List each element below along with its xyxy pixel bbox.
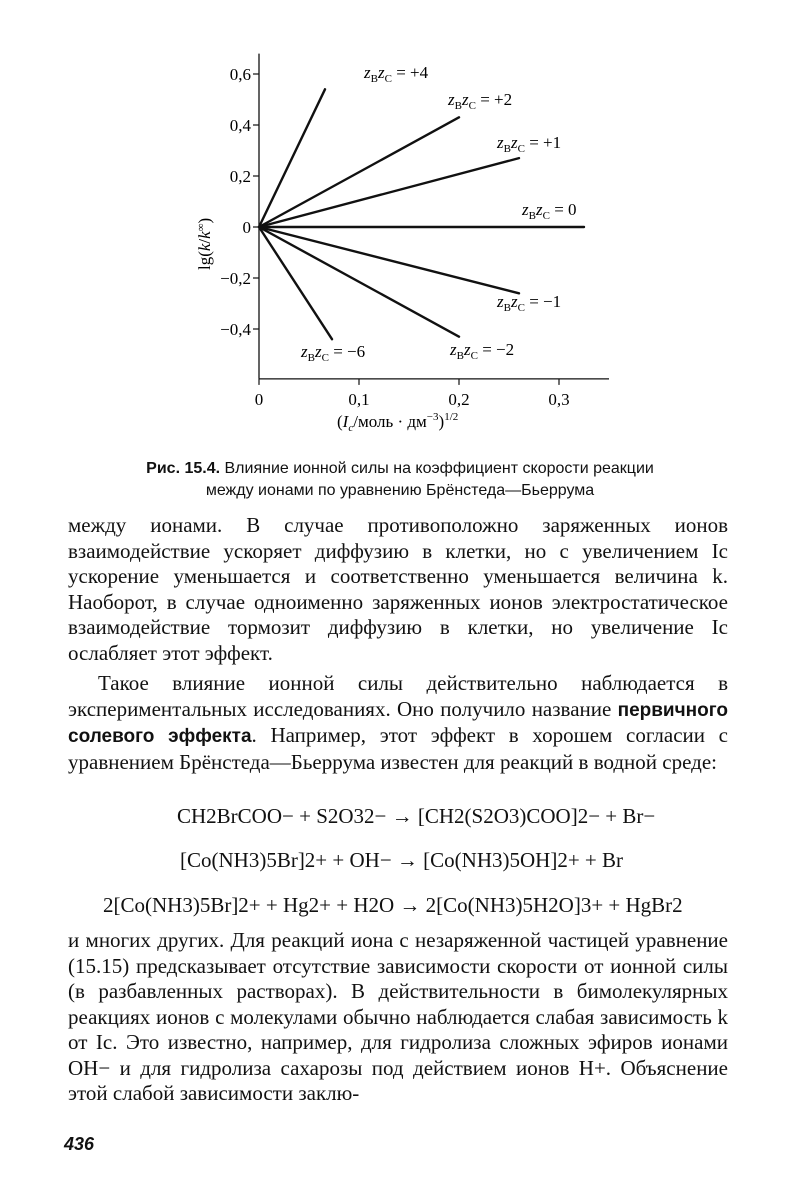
y-tick-label: 0 [242, 218, 251, 237]
y-tick-label: 0,6 [229, 65, 251, 84]
y-axis-label: lg(k/k∞) [195, 217, 214, 270]
equation-3: 2[Co(NH3)5Br]2+ + Hg2+ + H2O → 2[Co(NH3)5H2O]3+ + HgBr2 [103, 893, 683, 917]
series-label: $z_Bz_C = 0$ [522, 200, 577, 222]
body-paragraph-1 [68, 513, 728, 666]
series-label: $z_Bz_C = -1$ [497, 292, 562, 314]
y-tick-label: −0,2 [220, 269, 251, 288]
chart-series-labels [300, 63, 577, 364]
series-line [259, 158, 519, 227]
x-tick-label: 0 [254, 389, 264, 409]
body-paragraph-2 [68, 671, 728, 775]
series-label: $z_Bz_C = +2$ [448, 90, 513, 112]
chart-ticks [220, 65, 569, 409]
caption-line2: между ионами по уравнению Брёнстеда—Бьеррума [205, 482, 595, 499]
series-label: $z_Bz_C = +4$ [364, 63, 429, 85]
page-number: 436 [64, 1134, 95, 1154]
figure-caption [60, 458, 740, 502]
x-tick-label: 0,1 [348, 389, 370, 409]
caption-label: Рис. 15.4. [146, 460, 221, 477]
para1: между ионами. В случае противоположно заряженных ионов взаимодействие ускоряет диффузию в клетки, но с увеличением Ic ускорение уменьшается и соответственно уменьшается величина k. Наоборот, в случае одноименно заряженных ионов электростатическое взаимодействие тормозит диффузию в клетки, но увеличение Ic ослабляет этот эффект. [68, 513, 728, 665]
para2 [68, 671, 728, 775]
x-axis-label: ($I_c$/моль · $дм^{-3})^{1/2}$ [337, 411, 459, 434]
x-tick-label: 0,3 [548, 389, 570, 409]
equation-1: CH2BrCOO− + S2O32− → [CH2(S2O3)COO]2− + Br− [177, 804, 656, 828]
body-paragraph-3 [68, 928, 728, 1107]
caption-line1: Влияние ионной силы на коэффициент скорости реакции [220, 460, 654, 477]
series-line [259, 227, 459, 337]
para2-part-b: . Например, этот эффект в хорошем согласии с уравнением Брёнстеда—Бьеррума известен для реакций в водной среде: [68, 723, 728, 774]
equation-2: [Co(NH3)5Br]2+ + OH− → [Co(NH3)5OH]2+ + Br [180, 848, 623, 872]
series-line [259, 89, 325, 227]
bronsted-chart [0, 0, 791, 450]
y-tick-label: 0,2 [229, 167, 251, 186]
y-tick-label: −0,4 [220, 320, 251, 339]
series-label: $z_Bz_C = -2$ [450, 340, 515, 362]
para3: и многих других. Для реакций иона с незаряженной частицей уравнение (15.15) предсказывает отсутствие зависимости скорости от ионной силы (в разбавленных растворах). В действительности в бимолекулярных реакциях ионов с молекулами обычно наблюдается слабая зависимость k от Ic. Это известно, например, для гидролиза сложных эфиров ионами OH− и для гидролиза сахарозы под действием ионов H+. Объяснение этой слабой зависимости заклю- [68, 928, 728, 1105]
x-tick-label: 0,2 [448, 389, 470, 409]
para2-part-a: Такое влияние ионной силы действительно наблюдается в экспериментальных исследованиях. Оно получило название [68, 671, 728, 721]
series-label: $z_Bz_C = +1$ [497, 133, 562, 155]
series-label: $z_Bz_C = -6$ [301, 342, 366, 364]
para2-bold-term: первичного солевого эффекта [68, 699, 728, 747]
series-line [259, 117, 459, 227]
y-tick-label: 0,4 [229, 116, 251, 135]
series-line [259, 227, 519, 293]
